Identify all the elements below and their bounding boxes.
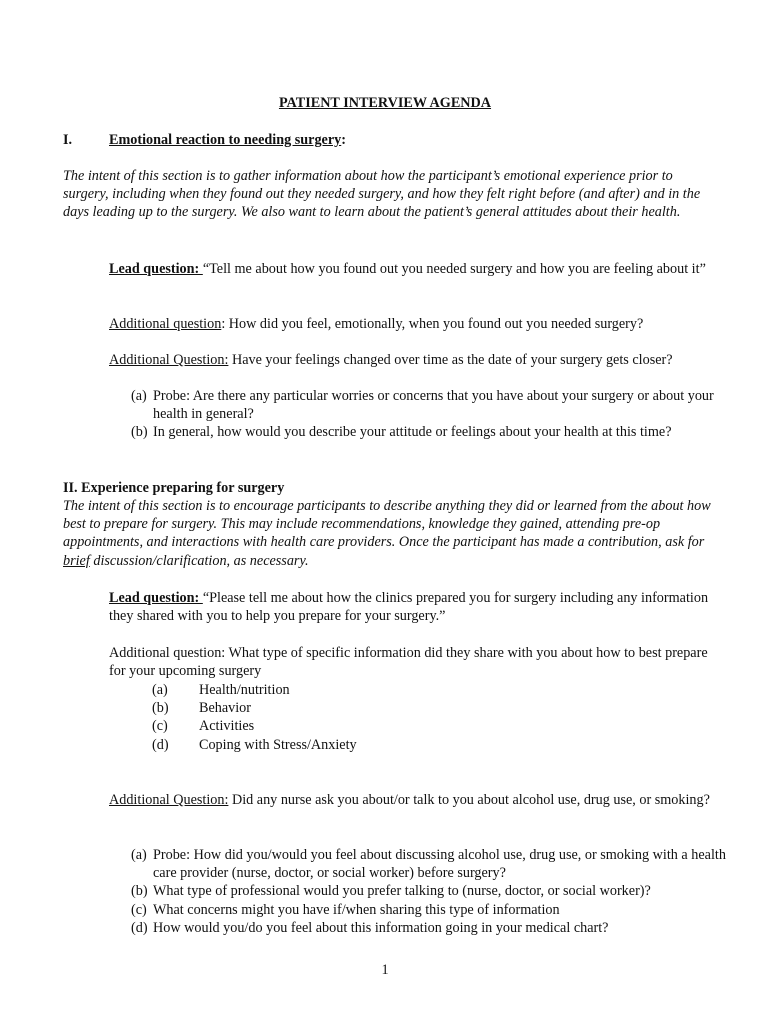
additional-question-text: : How did you feel, emotionally, when you found out you needed surgery?	[221, 316, 644, 332]
list-item-label: (a)	[152, 682, 168, 698]
list-item-text: Coping with Stress/Anxiety	[199, 736, 357, 753]
section2-topic-list	[152, 681, 357, 754]
intent-text-underlined: brief	[63, 552, 90, 569]
lead-question-label: Lead question:	[109, 590, 203, 606]
intent-text-after: discussion/clarification, as necessary.	[89, 552, 309, 569]
list-item-text: How would you/do you feel about this information going in your medical chart?	[153, 919, 609, 936]
list-item	[152, 681, 357, 699]
section1-lead-question	[109, 260, 719, 278]
lead-question-text: “Tell me about how you found out you needed surgery and how you are feeling about it”	[202, 261, 706, 277]
list-item-text: Activities	[199, 718, 255, 735]
list-item-text: What type of professional would you prefer talking to (nurse, doctor, or social worker)?	[153, 883, 651, 900]
list-item-label: (b)	[131, 424, 148, 441]
additional-question-text: Did any nurse ask you about/or talk to you about alcohol use, drug use, or smoking?	[228, 792, 710, 808]
list-item	[131, 919, 731, 937]
section2-intent	[63, 497, 713, 570]
intent-text-before: The intent of this section is to encourage participants to describe anything they did or learned from the about how best to prepare for surgery. This may include recommendations, knowledge they gained, attending pre-op appointments, and interactions with health care providers. Once the participant has made a contribution, ask for	[63, 498, 711, 551]
section1-probe-list	[131, 387, 731, 442]
section1-additional-question-1	[109, 315, 719, 333]
section1-heading-text: Emotional reaction to needing surgery	[109, 132, 342, 148]
section2-lead-question	[109, 589, 719, 625]
section2-probe-list	[131, 846, 731, 937]
page-number: 1	[381, 962, 389, 978]
list-item-text: Health/nutrition	[199, 682, 290, 698]
list-item-label: (b)	[152, 700, 169, 717]
list-item-label: (a)	[131, 847, 147, 863]
list-item-text: Probe: How did you/would you feel about discussing alcohol use, drug use, or smoking with a health care provider (nurse, doctor, or social worker) before surgery?	[153, 847, 726, 882]
additional-question-label: Additional Question:	[109, 352, 229, 368]
list-item-label: (d)	[131, 919, 148, 936]
list-item	[152, 699, 357, 717]
section2-heading: II. Experience preparing for surgery	[63, 480, 285, 496]
section1-heading-colon: :	[341, 132, 346, 148]
page-title: PATIENT INTERVIEW AGENDA	[278, 95, 492, 111]
list-item-label: (a)	[131, 388, 147, 404]
additional-question-text: Have your feelings changed over time as the date of your surgery gets closer?	[228, 352, 673, 368]
list-item-label: (b)	[131, 883, 148, 900]
list-item	[131, 387, 731, 423]
list-item	[131, 901, 731, 919]
list-item	[131, 846, 731, 882]
section1-heading	[109, 131, 346, 149]
list-item-text: Probe: Are there any particular worries or concerns that you have about your surgery or about your health in general?	[153, 388, 714, 423]
section2-additional-question-2	[109, 791, 719, 809]
section1-number: I.	[63, 132, 73, 148]
lead-question-label: Lead question:	[109, 261, 203, 277]
list-item	[131, 423, 731, 441]
list-item-label: (d)	[152, 736, 169, 753]
section1-additional-question-2	[109, 351, 719, 369]
section2-additional-question-1: Additional question: What type of specific information did they share with you about how to best prepare for your upcoming surgery	[109, 645, 708, 680]
section1-intent: The intent of this section is to gather information about how the participant’s emotional experience prior to surgery, including when they found out they needed surgery, and how they felt right before (and after) and in the days leading up to the surgery. We also want to learn about the patient’s general attitudes about their health.	[63, 168, 701, 221]
list-item-label: (c)	[131, 901, 147, 918]
list-item-text: In general, how would you describe your attitude or feelings about your health at this time?	[153, 424, 672, 441]
additional-question-label: Additional question	[109, 316, 222, 332]
list-item-text: What concerns might you have if/when sharing this type of information	[153, 901, 560, 918]
list-item	[152, 717, 357, 735]
additional-question-label: Additional Question:	[109, 792, 229, 808]
list-item	[152, 736, 357, 754]
lead-question-text: “Please tell me about how the clinics prepared you for surgery including any information they shared with you to help you prepare for your surgery.”	[109, 590, 709, 625]
list-item	[131, 882, 731, 900]
list-item-label: (c)	[152, 718, 168, 735]
list-item-text: Behavior	[199, 700, 252, 717]
